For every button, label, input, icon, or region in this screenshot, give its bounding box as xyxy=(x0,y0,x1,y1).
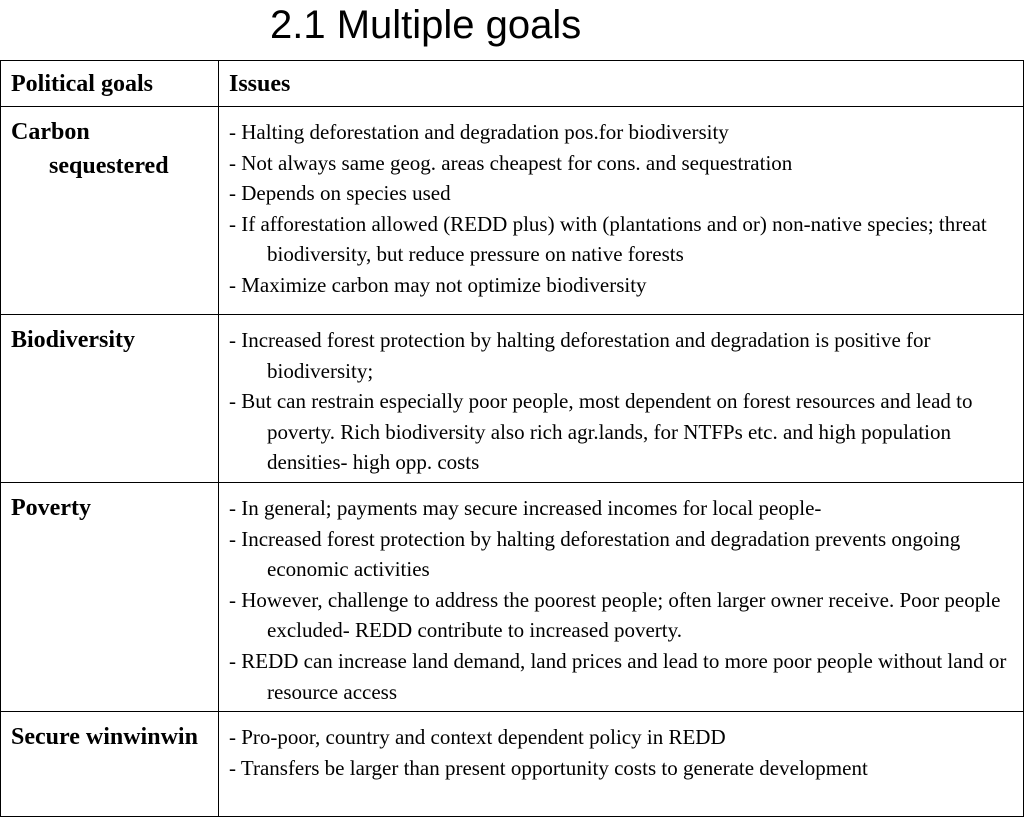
goal-cell xyxy=(1,107,219,315)
issues-cell xyxy=(219,315,1024,483)
issue-item: - If afforestation allowed (REDD plus) with (plantations and or) non-native species; threat biodiversity, but reduce pressure on native forests xyxy=(229,211,987,267)
goals-issues-table xyxy=(0,60,1024,817)
issue-item: - REDD can increase land demand, land prices and lead to more poor people without land or resource access xyxy=(229,648,1007,704)
table-row-secure-winwinwin xyxy=(1,712,1024,817)
slide-title: 2.1 Multiple goals xyxy=(270,3,582,47)
issue-item: - Transfers be larger than present opportunity costs to generate development xyxy=(229,755,868,780)
goal-cell xyxy=(1,712,219,817)
table-row-poverty xyxy=(1,482,1024,711)
issue-item: - Increased forest protection by halting deforestation and degradation prevents ongoing economic activities xyxy=(229,526,961,582)
issue-item: - Depends on species used xyxy=(229,181,451,206)
goal-label: Secure winwinwin xyxy=(11,724,198,751)
issues-cell xyxy=(219,482,1024,711)
issue-item: - Not always same geog. areas cheapest for cons. and sequestration xyxy=(229,150,793,175)
table-row-carbon-sequestered xyxy=(1,107,1024,315)
table-body xyxy=(1,107,1024,817)
goal-label: Carbon sequestered xyxy=(11,119,169,179)
issue-item: - Halting deforestation and degradation pos.for biodiversity xyxy=(229,120,729,144)
goal-label: Biodiversity xyxy=(11,327,135,353)
table-header xyxy=(1,61,1024,107)
goal-cell xyxy=(1,482,219,711)
goal-label: Poverty xyxy=(11,494,91,521)
issue-item: - Maximize carbon may not optimize biodiversity xyxy=(229,272,647,297)
issue-item: - Increased forest protection by halting deforestation and degradation is positive for biodiversity; xyxy=(229,328,931,383)
column-header-political-goals: Political goals xyxy=(1,61,219,107)
header-row xyxy=(1,61,1024,107)
issue-item: - However, challenge to address the poorest people; often larger owner receive. Poor people excluded- REDD contribute to increased poverty. xyxy=(229,587,1001,643)
column-header-issues: Issues xyxy=(219,61,1024,107)
goal-cell xyxy=(1,315,219,483)
issues-cell xyxy=(219,712,1024,817)
issue-item: - Pro-poor, country and context dependent policy in REDD xyxy=(229,725,726,750)
issue-item: - In general; payments may secure increased incomes for local people- xyxy=(229,495,822,520)
issue-item: - But can restrain especially poor people, most dependent on forest resources and lead to poverty. Rich biodiversity also rich agr.lands, for NTFPs etc. and high population densities- high opp. costs xyxy=(229,389,973,475)
issues-cell xyxy=(219,107,1024,315)
table-row-biodiversity xyxy=(1,315,1024,483)
